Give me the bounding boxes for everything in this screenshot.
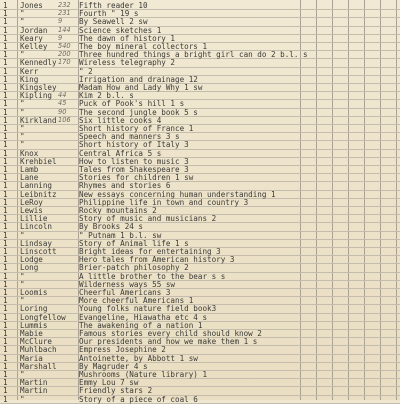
author-name: Jordan bbox=[20, 25, 48, 35]
quantity: 1 bbox=[3, 337, 8, 347]
author-name: Linscott bbox=[20, 247, 57, 256]
quantity: 1 bbox=[3, 320, 8, 330]
book-title: By Magruder 4 s bbox=[79, 361, 148, 371]
book-title: The dawn of history 1 bbox=[79, 33, 176, 43]
author-name: Martin bbox=[20, 378, 48, 388]
catalog-number: 9 bbox=[58, 33, 63, 42]
book-title: Rocky mountains 2 bbox=[79, 206, 157, 215]
quantity: 1 bbox=[3, 271, 8, 281]
book-title: The awakening of a nation 1 bbox=[79, 320, 203, 330]
quantity: 1 bbox=[3, 353, 8, 363]
book-title: New essays concerning human understanding 1 bbox=[79, 189, 276, 199]
author-name: Loring bbox=[20, 304, 48, 314]
quantity: 1 bbox=[3, 9, 8, 19]
author-name: Kelley bbox=[20, 42, 48, 51]
author-name: Jones bbox=[20, 1, 43, 10]
book-title: By Seawell 2 sw bbox=[79, 17, 148, 27]
quantity: 1 bbox=[3, 361, 8, 371]
book-title: Wilderness ways 55 sw bbox=[79, 279, 176, 289]
quantity: 1 bbox=[3, 140, 8, 150]
book-title: Hero tales from American history 3 bbox=[79, 255, 235, 265]
quantity: 1 bbox=[3, 222, 8, 232]
book-title: Fifth reader 10 bbox=[79, 1, 148, 10]
author-name: Marshall bbox=[20, 361, 57, 371]
quantity: 1 bbox=[3, 173, 8, 183]
book-title: Brier-patch philosophy 2 bbox=[79, 263, 189, 273]
quantity: 1 bbox=[3, 148, 8, 158]
quantity: 1 bbox=[3, 345, 8, 355]
author-name: Keary bbox=[20, 33, 43, 43]
author-name: " bbox=[20, 230, 25, 240]
author-name: " bbox=[20, 132, 25, 142]
quantity: 1 bbox=[3, 66, 8, 76]
quantity: 1 bbox=[3, 83, 8, 92]
book-title: Rhymes and stories 6 bbox=[79, 181, 171, 191]
quantity: 1 bbox=[3, 124, 8, 133]
book-title: Stories for children 1 sw bbox=[79, 173, 194, 183]
book-title: Evangeline, Hiawatha etc 4 s bbox=[79, 312, 208, 322]
book-title: The second jungle book 5 s bbox=[79, 107, 198, 117]
book-title: Science sketches 1 bbox=[79, 25, 162, 35]
author-name: " bbox=[20, 370, 25, 379]
author-name: Kirkland bbox=[20, 115, 57, 125]
catalog-number: 45 bbox=[58, 99, 67, 108]
author-name: Kingsley bbox=[20, 83, 57, 92]
quantity: 1 bbox=[3, 25, 8, 35]
author-name: Lodge bbox=[20, 255, 43, 265]
author-name: Mabie bbox=[20, 329, 43, 338]
author-name: Long bbox=[20, 263, 39, 273]
book-title: Story of a piece of coal 6 bbox=[79, 394, 198, 404]
author-name: Loomis bbox=[20, 288, 48, 297]
book-title: Bright ideas for entertaining 3 bbox=[79, 247, 221, 256]
quantity: 1 bbox=[3, 230, 8, 240]
author-name: Leibnitz bbox=[20, 189, 57, 199]
catalog-number: 231 bbox=[58, 9, 71, 18]
author-name: " bbox=[20, 140, 25, 150]
book-title: " Putnam 1 b.l. sw bbox=[79, 230, 162, 240]
author-name: Lamb bbox=[20, 165, 39, 174]
quantity: 1 bbox=[3, 181, 8, 191]
author-name: Lummis bbox=[20, 320, 48, 330]
quantity: 1 bbox=[3, 370, 8, 379]
catalog-number: 540 bbox=[58, 42, 71, 50]
quantity: 1 bbox=[3, 304, 8, 314]
book-title: Three hundred things a bright girl can do 2 b.l. s bbox=[79, 50, 308, 60]
book-title: Young folks nature field book3 bbox=[79, 304, 217, 314]
author-name: Lewis bbox=[20, 206, 43, 215]
quantity: 1 bbox=[3, 197, 8, 207]
book-title: Empress Josephine 2 bbox=[79, 345, 166, 355]
quantity: 1 bbox=[3, 74, 8, 84]
author-name: Muhlbach bbox=[20, 345, 57, 355]
book-title: Friendly stars 2 bbox=[79, 386, 153, 396]
book-title: Story of Animal life 1 s bbox=[79, 238, 189, 248]
catalog-number: 9 bbox=[58, 17, 63, 26]
author-name: " bbox=[20, 50, 25, 60]
catalog-number: 106 bbox=[58, 115, 71, 124]
author-name: " bbox=[20, 296, 25, 306]
catalog-number: 170 bbox=[58, 58, 71, 67]
book-title: Wireless telegraphy 2 bbox=[79, 58, 176, 68]
book-title: Irrigation and drainage 12 bbox=[79, 74, 198, 84]
catalog-number: 90 bbox=[58, 107, 67, 116]
author-name: Lillie bbox=[20, 214, 48, 224]
quantity: 1 bbox=[3, 107, 8, 117]
quantity: 1 bbox=[3, 247, 8, 256]
quantity: 1 bbox=[3, 33, 8, 43]
author-name: Maria bbox=[20, 353, 43, 363]
quantity: 1 bbox=[3, 296, 8, 306]
book-title: Short history of France 1 bbox=[79, 124, 194, 133]
book-title: Our presidents and how we make them 1 s bbox=[79, 337, 258, 347]
author-name: McClure bbox=[20, 337, 53, 347]
author-name: Kennedly bbox=[20, 58, 57, 68]
book-title: A little brother to the bear s s bbox=[79, 271, 226, 281]
quantity: 1 bbox=[3, 394, 8, 404]
book-title: Madam How and Lady Why 1 sw bbox=[79, 83, 203, 92]
book-title: Antoinette, by Abbott 1 sw bbox=[79, 353, 198, 363]
author-name: Knox bbox=[20, 148, 39, 158]
book-title: Fourth " 19 s bbox=[79, 9, 139, 19]
author-name: " bbox=[20, 17, 25, 27]
author-name: Krehbiel bbox=[20, 156, 57, 166]
book-title: Six little cooks 4 bbox=[79, 115, 162, 125]
book-title: The boy mineral collectors 1 bbox=[79, 42, 208, 51]
book-title: Speech and manners 3 s bbox=[79, 132, 180, 142]
book-title: By Brooks 24 s bbox=[79, 222, 144, 232]
book-title: Mushrooms (Nature library) 1 bbox=[79, 370, 208, 379]
book-title: Emmy Lou 7 sw bbox=[79, 378, 139, 388]
quantity: 1 bbox=[3, 58, 8, 68]
book-title: Philippine life in town and country 3 bbox=[79, 197, 249, 207]
author-name: Kipling bbox=[20, 91, 53, 101]
author-name: LeRoy bbox=[20, 197, 43, 207]
quantity: 1 bbox=[3, 132, 8, 142]
quantity: 1 bbox=[3, 189, 8, 199]
quantity: 1 bbox=[3, 238, 8, 248]
catalog-number: 144 bbox=[58, 25, 71, 34]
book-title: How to listen to music 3 bbox=[79, 156, 189, 166]
quantity: 1 bbox=[3, 288, 8, 297]
book-title: Famous stories every child should know 2 bbox=[79, 329, 262, 338]
author-name: Longfellow bbox=[20, 312, 66, 322]
author-name: Lindsay bbox=[20, 238, 53, 248]
quantity: 1 bbox=[3, 312, 8, 322]
catalog-number: 232 bbox=[58, 1, 71, 9]
quantity: 1 bbox=[3, 50, 8, 60]
author-name: " bbox=[20, 107, 25, 117]
book-title: Kim 2 b.l. s bbox=[79, 91, 134, 101]
book-title: Puck of Pook's hill 1 s bbox=[79, 99, 185, 109]
author-name: " bbox=[20, 279, 25, 289]
author-name: " bbox=[20, 394, 25, 404]
author-name: King bbox=[20, 74, 39, 84]
author-name: Lanning bbox=[20, 181, 53, 191]
quantity: 1 bbox=[3, 115, 8, 125]
author-name: " bbox=[20, 124, 25, 133]
quantity: 1 bbox=[3, 156, 8, 166]
author-name: " bbox=[20, 99, 25, 109]
quantity: 1 bbox=[3, 329, 8, 338]
quantity: 1 bbox=[3, 386, 8, 396]
book-title: Cheerful Americans 3 bbox=[79, 288, 171, 297]
author-name: " bbox=[20, 271, 25, 281]
quantity: 1 bbox=[3, 17, 8, 27]
quantity: 1 bbox=[3, 214, 8, 224]
author-name: Lane bbox=[20, 173, 39, 183]
catalog-number: 44 bbox=[58, 91, 67, 100]
book-title: " 2 bbox=[79, 66, 93, 76]
quantity: 1 bbox=[3, 1, 8, 10]
book-title: Tales from Shakespeare 3 bbox=[79, 165, 189, 174]
author-name: Martin bbox=[20, 386, 48, 396]
quantity: 1 bbox=[3, 99, 8, 109]
quantity: 1 bbox=[3, 279, 8, 289]
book-title: Central Africa 5 s bbox=[79, 148, 162, 158]
quantity: 1 bbox=[3, 378, 8, 388]
author-name: " bbox=[20, 9, 25, 19]
quantity: 1 bbox=[3, 263, 8, 273]
quantity: 1 bbox=[3, 91, 8, 101]
quantity: 1 bbox=[3, 165, 8, 174]
book-title: Short history of Italy 3 bbox=[79, 140, 189, 150]
list-item bbox=[0, 395, 400, 404]
book-title: More cheerful Americans 1 bbox=[79, 296, 194, 306]
catalog-number: 200 bbox=[58, 50, 71, 59]
quantity: 1 bbox=[3, 42, 8, 51]
book-title: Story of music and musicians 2 bbox=[79, 214, 217, 224]
quantity: 1 bbox=[3, 255, 8, 265]
author-name: Kerr bbox=[20, 66, 39, 76]
quantity: 1 bbox=[3, 206, 8, 215]
author-name: Lincoln bbox=[20, 222, 53, 232]
